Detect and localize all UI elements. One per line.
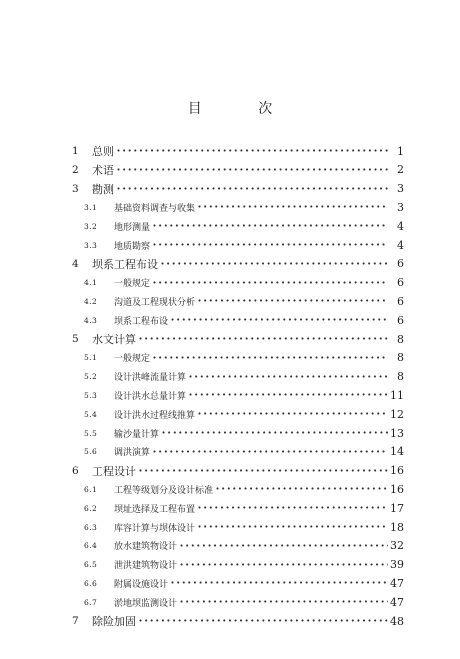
toc-dot-leader — [138, 330, 388, 348]
toc-dot-leader — [188, 386, 388, 404]
toc-entry-number: 1 — [72, 145, 79, 157]
toc-entry-number: 3.1 — [84, 202, 98, 212]
toc-entry-number: 3.3 — [84, 240, 98, 250]
toc-entry-label: 水文计算 — [92, 333, 136, 346]
toc-entry-label: 工程等级划分及设计标准 — [114, 485, 214, 496]
toc-section-entry[interactable] — [72, 217, 404, 235]
toc-entry-label: 设计洪峰流量计算 — [114, 373, 187, 384]
toc-dot-leader — [197, 198, 388, 216]
toc-entry-label: 一般规定 — [114, 279, 151, 290]
toc-section-entry[interactable] — [72, 556, 404, 574]
toc-entry-label: 设计洪水总量计算 — [114, 391, 187, 402]
toc-section-entry[interactable] — [72, 518, 404, 536]
toc-entry-number: 2 — [72, 163, 79, 176]
toc-section-entry[interactable] — [72, 499, 404, 517]
toc-section-entry[interactable] — [72, 349, 404, 367]
toc-page-number: 6 — [397, 276, 404, 290]
toc-entry-number: 6.5 — [84, 560, 98, 570]
toc-section-entry[interactable] — [72, 480, 404, 498]
toc-chapter-entry[interactable] — [72, 255, 404, 273]
toc-page-number: 8 — [397, 351, 404, 365]
toc-dot-leader — [179, 556, 388, 574]
toc-section-entry[interactable] — [72, 593, 404, 611]
toc-dot-leader — [152, 217, 388, 235]
toc-dot-leader — [116, 161, 388, 179]
toc-page-number: 11 — [390, 388, 404, 402]
toc-entry-number: 5.6 — [84, 447, 98, 457]
toc-entry-number: 6.4 — [84, 541, 98, 551]
toc-dot-leader — [215, 480, 388, 498]
toc-entry-number: 4.2 — [84, 296, 98, 306]
toc-dot-leader — [116, 142, 388, 160]
toc-entry-number: 6.1 — [84, 484, 98, 494]
toc-dot-leader — [170, 311, 388, 329]
toc-entry-number: 5 — [72, 333, 79, 345]
toc-entry-label: 地质勘察 — [114, 241, 151, 252]
toc-section-entry[interactable] — [72, 424, 404, 442]
toc-dot-leader — [179, 593, 388, 611]
toc-chapter-entry[interactable] — [72, 612, 404, 630]
toc-dot-leader — [138, 612, 388, 630]
toc-entry-number: 6.7 — [84, 597, 98, 607]
toc-entry-number: 5.2 — [84, 372, 98, 382]
toc-page-number: 39 — [390, 558, 404, 572]
toc-dot-leader — [197, 405, 388, 423]
toc-page-number: 47 — [390, 576, 404, 590]
toc-dot-leader — [152, 443, 388, 461]
toc-section-entry[interactable] — [72, 274, 404, 292]
toc-entry-label: 泄洪建筑物设计 — [114, 561, 178, 572]
toc-page-number: 2 — [397, 163, 404, 177]
toc-section-entry[interactable] — [72, 537, 404, 555]
toc-entry-label: 坝系工程布设 — [114, 316, 169, 327]
toc-section-entry[interactable] — [72, 292, 404, 310]
toc-page-number: 4 — [397, 238, 404, 252]
toc-chapter-entry[interactable] — [72, 330, 404, 348]
toc-entry-label: 地形测量 — [114, 222, 151, 233]
toc-entry-label: 输沙量计算 — [114, 429, 160, 440]
toc-dot-leader — [161, 424, 388, 442]
toc-dot-leader — [152, 349, 388, 367]
toc-page-number: 13 — [390, 426, 404, 440]
toc-dot-leader — [138, 462, 388, 480]
toc-page-number: 1 — [397, 144, 404, 158]
toc-entry-label: 库容计算与坝体设计 — [114, 523, 196, 534]
toc-chapter-entry[interactable] — [72, 161, 404, 179]
toc-dot-leader — [152, 236, 388, 254]
toc-page-number: 6 — [397, 294, 404, 308]
toc-dot-leader — [152, 274, 388, 292]
toc-section-entry[interactable] — [72, 405, 404, 423]
toc-page-number: 6 — [397, 257, 404, 271]
toc-entry-label: 坝系工程布设 — [92, 257, 158, 271]
toc-page-number: 16 — [390, 464, 404, 478]
toc-entry-label: 基础资料调查与收集 — [114, 203, 196, 214]
page-title: 目 次 — [187, 101, 299, 117]
toc-entry-number: 5.5 — [84, 428, 98, 438]
toc-page-number: 14 — [390, 445, 404, 459]
toc-entry-number: 6 — [72, 464, 79, 477]
toc-entry-label: 工程设计 — [92, 464, 136, 478]
toc-dot-leader — [188, 368, 388, 386]
toc-entry-label: 附属设施设计 — [114, 579, 169, 590]
toc-dot-leader — [179, 537, 388, 555]
toc-section-entry[interactable] — [72, 574, 404, 592]
toc-chapter-entry[interactable] — [72, 142, 404, 160]
toc-section-entry[interactable] — [72, 443, 404, 461]
toc-chapter-entry[interactable] — [72, 462, 404, 480]
toc-page-number: 3 — [397, 200, 404, 214]
toc-dot-leader — [197, 499, 388, 517]
toc-entry-number: 6.3 — [84, 522, 98, 532]
toc-entry-number: 5.3 — [84, 390, 98, 400]
toc-dot-leader — [197, 518, 388, 536]
toc-dot-leader — [170, 574, 388, 592]
toc-entry-label: 除险加固 — [92, 615, 136, 628]
toc-page-number: 32 — [390, 539, 404, 553]
toc-entry-label: 总则 — [92, 145, 114, 158]
toc-entry-label: 沟道及工程现状分析 — [114, 297, 196, 308]
toc-section-entry[interactable] — [72, 386, 404, 404]
toc-entry-number: 6.6 — [84, 578, 98, 588]
toc-entry-number: 4.3 — [84, 315, 98, 325]
toc-section-entry[interactable] — [72, 236, 404, 254]
toc-entry-number: 7 — [72, 615, 79, 627]
toc-dot-leader — [197, 292, 388, 310]
toc-entry-number: 4 — [72, 257, 79, 270]
toc-chapter-entry[interactable] — [72, 180, 404, 198]
toc-entry-number: 3.2 — [84, 221, 98, 231]
toc-page-number: 12 — [390, 407, 404, 421]
toc-dot-leader — [116, 180, 388, 198]
toc-page-number: 8 — [397, 332, 404, 346]
toc-entry-label: 设计洪水过程线推算 — [114, 410, 196, 421]
toc-entry-number: 6.2 — [84, 503, 98, 513]
toc-page-number: 8 — [397, 370, 404, 384]
toc-entry-number: 5.1 — [84, 353, 98, 363]
toc-page-number: 16 — [390, 482, 404, 496]
toc-entry-label: 一般规定 — [114, 354, 151, 365]
toc-entry-label: 淤地坝监测设计 — [114, 598, 178, 609]
toc-page-number: 18 — [390, 520, 404, 534]
toc-page-number: 17 — [390, 501, 404, 515]
toc-section-entry[interactable] — [72, 311, 404, 329]
toc-entry-number: 3 — [72, 182, 79, 195]
toc-page-number: 6 — [397, 313, 404, 327]
toc-section-entry[interactable] — [72, 198, 404, 216]
toc-page-number: 48 — [390, 614, 404, 628]
toc-entry-number: 4.1 — [84, 278, 98, 288]
toc-page-number: 4 — [397, 219, 404, 233]
toc-page-number: 3 — [397, 182, 404, 196]
toc-section-entry[interactable] — [72, 368, 404, 386]
toc-entry-label: 术语 — [92, 163, 114, 177]
toc-page-number: 47 — [390, 595, 404, 609]
toc-entry-label: 坝址选择及工程布置 — [114, 504, 196, 515]
toc-entry-label: 勘测 — [92, 182, 114, 196]
toc-entry-number: 5.4 — [84, 409, 98, 419]
toc-entry-label: 调洪演算 — [114, 448, 151, 459]
toc-dot-leader — [160, 255, 388, 273]
toc-entry-label: 放水建筑物设计 — [114, 542, 178, 553]
